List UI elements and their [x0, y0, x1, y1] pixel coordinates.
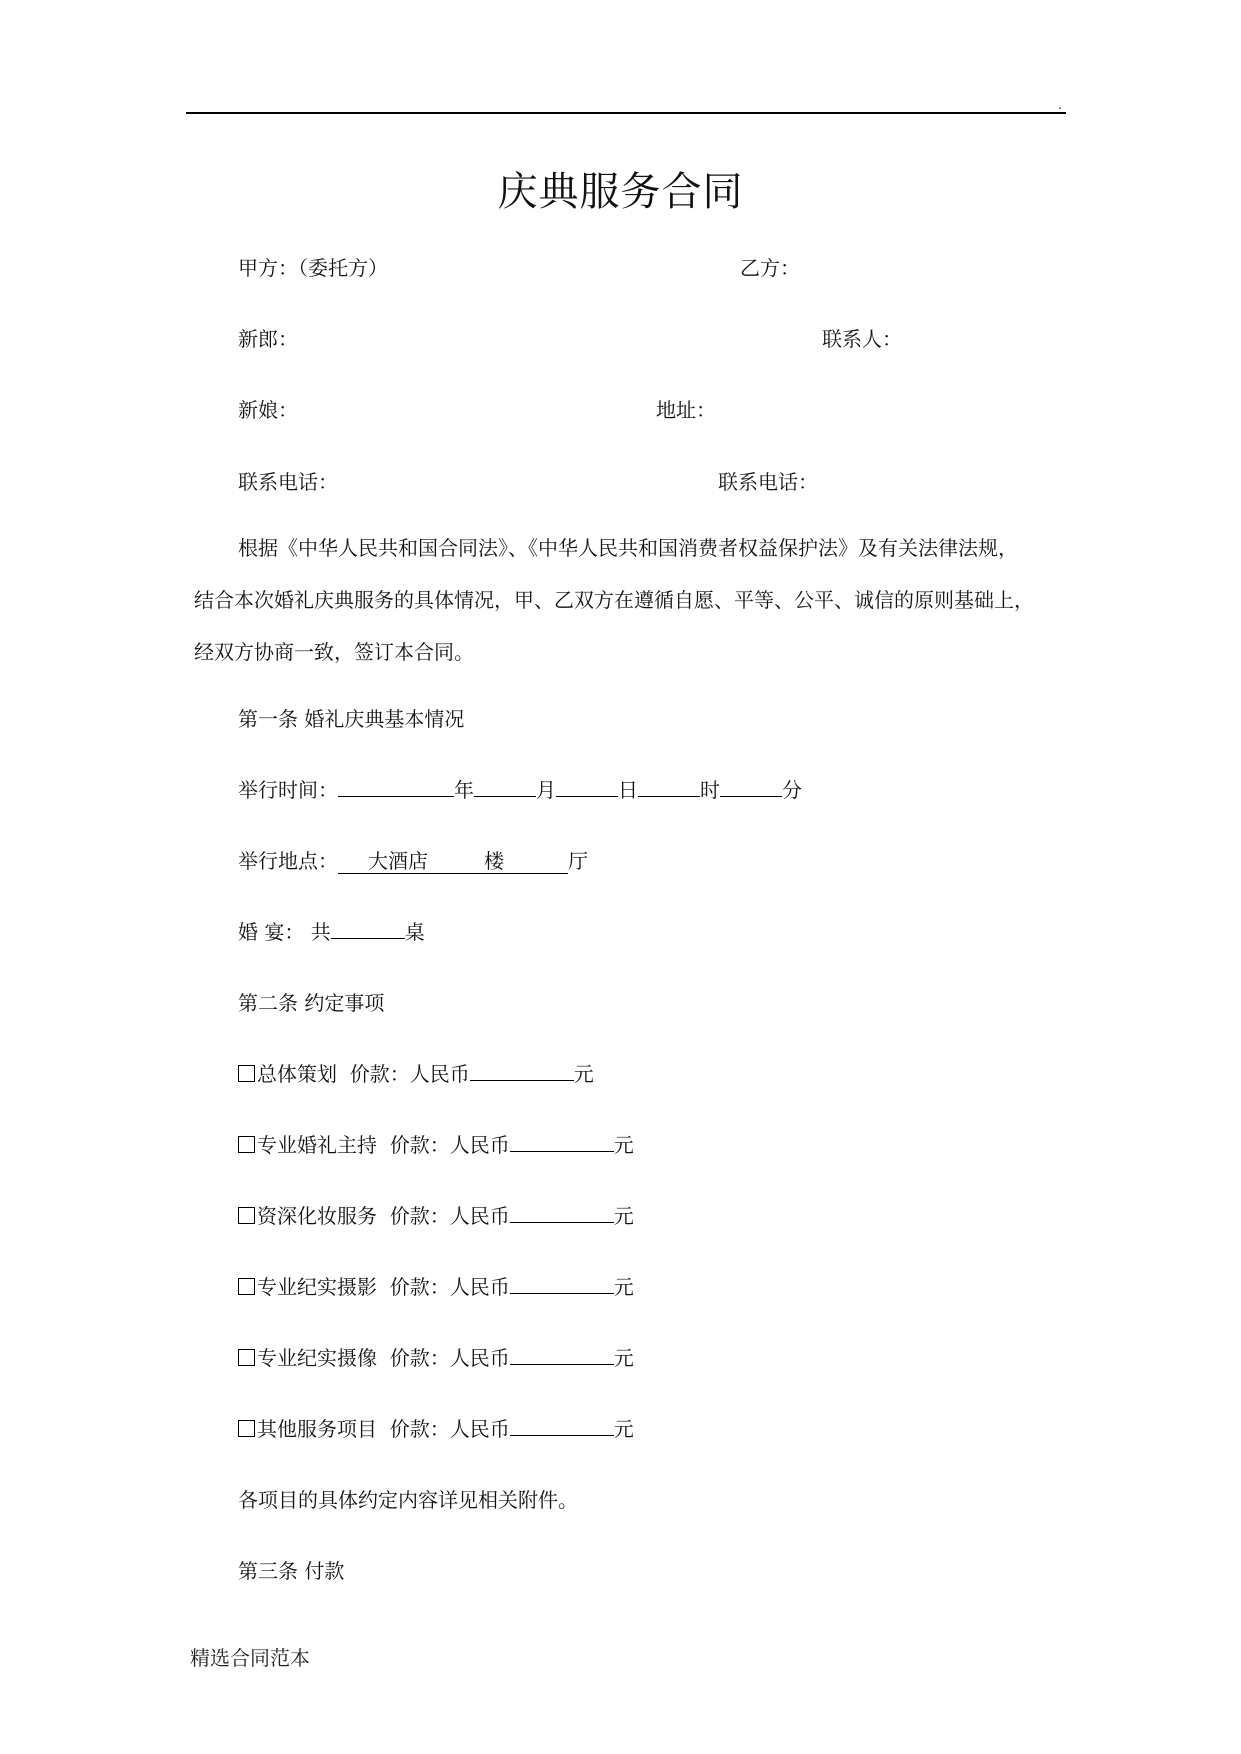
minute-label: 分 [782, 778, 802, 802]
service-item-name: 专业纪实摄像 [257, 1346, 377, 1370]
preamble [194, 522, 1074, 678]
hall-label: 厅 [568, 849, 588, 873]
year-blank[interactable] [338, 774, 454, 797]
event-time-row [238, 774, 802, 803]
service-item-name: 专业婚礼主持 [257, 1133, 377, 1157]
price-label: 价款：人民币 [389, 1133, 510, 1157]
service-item-name: 其他服务项目 [257, 1417, 377, 1441]
price-blank[interactable] [470, 1058, 574, 1081]
banquet-label: 婚 宴： 共 [238, 920, 331, 944]
service-item-row [238, 1342, 634, 1371]
price-blank[interactable] [510, 1413, 614, 1436]
preamble-line-1: 根据《中华人民共和国合同法》、《中华人民共和国消费者权益保护法》及有关法律法规， [238, 536, 1018, 560]
checkbox-icon[interactable] [238, 1420, 255, 1437]
tables-label: 桌 [404, 920, 425, 944]
price-unit: 元 [613, 1275, 634, 1299]
banquet-row [238, 916, 425, 945]
service-item-row [238, 1271, 634, 1300]
day-label: 日 [618, 778, 638, 802]
checkbox-icon[interactable] [238, 1065, 255, 1082]
article-3-heading: 第三条 付款 [238, 1559, 345, 1583]
article-2-note: 各项目的具体约定内容详见相关附件。 [238, 1488, 578, 1512]
price-blank[interactable] [510, 1129, 614, 1152]
service-item-name: 专业纪实摄影 [257, 1275, 377, 1299]
phone-a-label: 联系电话： [238, 470, 338, 494]
phone-b-label: 联系电话： [718, 470, 818, 494]
price-label: 价款：人民币 [389, 1417, 510, 1441]
floor-blank[interactable] [484, 849, 568, 874]
price-unit: 元 [613, 1133, 634, 1157]
party-a-label: 甲方：（委托方） [238, 256, 388, 280]
price-unit: 元 [613, 1204, 634, 1228]
contact-person-label: 联系人： [822, 327, 902, 351]
year-label: 年 [454, 778, 474, 802]
service-item-row [238, 1200, 634, 1229]
page-footer: 精选合同范本 [190, 1646, 310, 1670]
header-dot: . [1058, 98, 1062, 112]
service-item-row [238, 1413, 634, 1442]
service-item-row [238, 1129, 634, 1158]
price-label: 价款：人民币 [349, 1062, 470, 1086]
price-blank[interactable] [510, 1271, 614, 1294]
tables-blank[interactable] [331, 916, 405, 939]
price-unit: 元 [613, 1417, 634, 1441]
preamble-line-3: 经双方协商一致，签订本合同。 [194, 640, 474, 664]
checkbox-icon[interactable] [238, 1349, 255, 1366]
price-blank[interactable] [510, 1342, 614, 1365]
article-2-heading: 第二条 约定事项 [238, 991, 385, 1015]
price-label: 价款：人民币 [389, 1275, 510, 1299]
month-blank[interactable] [474, 774, 536, 797]
party-b-label: 乙方： [740, 256, 800, 280]
checkbox-icon[interactable] [238, 1278, 255, 1295]
service-item-name: 资深化妆服务 [257, 1204, 377, 1228]
hour-label: 时 [700, 778, 720, 802]
checkbox-icon[interactable] [238, 1207, 255, 1224]
month-label: 月 [536, 778, 556, 802]
preamble-line-2: 结合本次婚礼庆典服务的具体情况，甲、乙双方在遵循自愿、平等、公平、诚信的原则基础上， [194, 588, 1034, 612]
price-unit: 元 [573, 1062, 594, 1086]
price-label: 价款：人民币 [389, 1204, 510, 1228]
event-place-row [238, 845, 588, 874]
minute-blank[interactable] [720, 774, 782, 797]
article-1-heading: 第一条 婚礼庆典基本情况 [238, 707, 465, 731]
bride-label: 新娘： [238, 398, 298, 422]
service-item-name: 总体策划 [257, 1062, 337, 1086]
hotel-blank[interactable] [338, 849, 484, 874]
document-title: 庆典服务合同 [497, 169, 744, 215]
event-time-label: 举行时间： [238, 778, 338, 802]
event-place-label: 举行地点： [238, 849, 338, 873]
price-unit: 元 [613, 1346, 634, 1370]
day-blank[interactable] [556, 774, 618, 797]
floor-label: 楼 [484, 849, 504, 873]
service-item-row [238, 1058, 594, 1087]
checkbox-icon[interactable] [238, 1136, 255, 1153]
price-blank[interactable] [510, 1200, 614, 1223]
header-rule [186, 112, 1066, 114]
groom-label: 新郎： [238, 327, 298, 351]
hour-blank[interactable] [638, 774, 700, 797]
price-label: 价款：人民币 [389, 1346, 510, 1370]
hotel-label: 大酒店 [368, 849, 428, 873]
address-label: 地址： [656, 398, 716, 422]
